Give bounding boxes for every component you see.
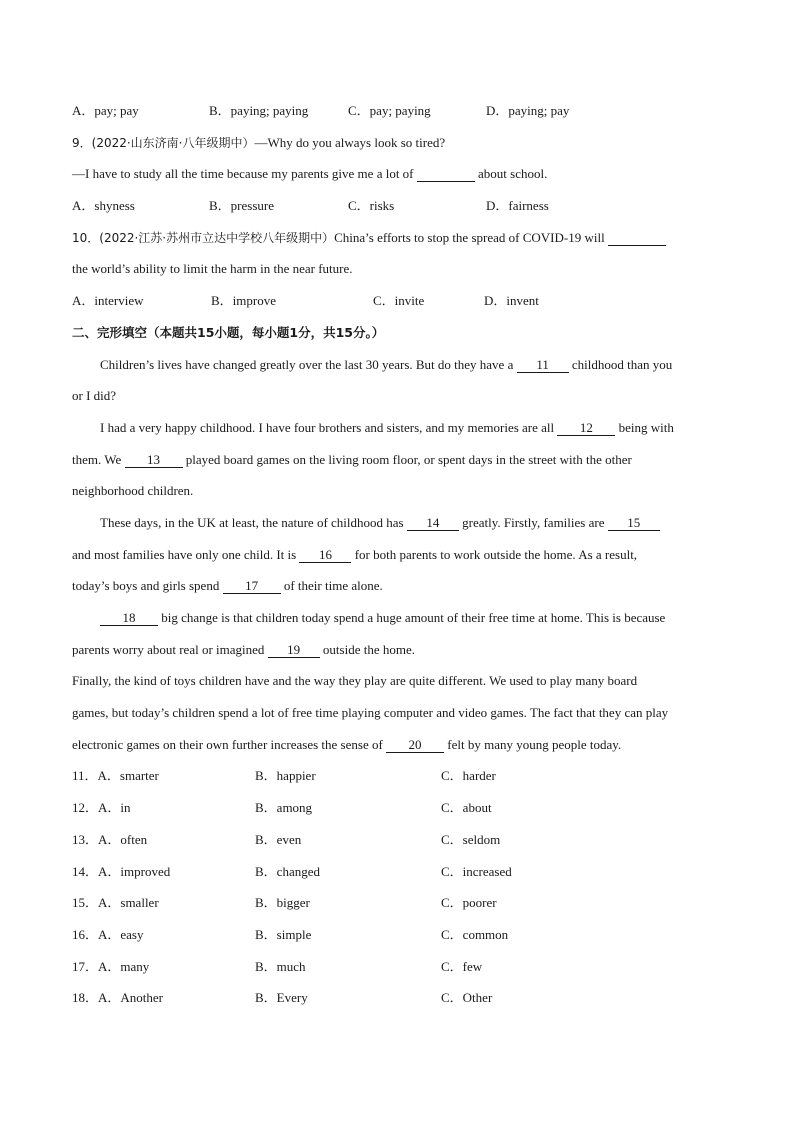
q10-option-b: B．improve xyxy=(211,293,276,309)
blank-18: 18 xyxy=(100,611,158,626)
blank-19: 19 xyxy=(268,643,320,658)
answer-option-a: 12．A．in xyxy=(72,800,131,816)
q9-reply-text: —I have to study all the time because my parents give me a lot of xyxy=(72,166,417,182)
q10-stem-cont: the world’s ability to limit the harm in the near future. xyxy=(72,261,353,277)
section-heading: 二、完形填空（本题共15小题，每小题1分，共15分。） xyxy=(72,324,385,340)
passage-text: big change is that children today spend a huge amount of their free time at home. This is because xyxy=(158,610,666,625)
answer-option-b: B．bigger xyxy=(255,895,310,911)
passage-text: for both parents to work outside the home. As a result, xyxy=(351,546,638,562)
q9-blank xyxy=(417,167,475,182)
passage-line xyxy=(72,352,722,384)
passage-line: games, but today’s children spend a lot of free time playing computer and video games. The fact that they can play xyxy=(72,705,669,721)
passage-line xyxy=(72,732,722,764)
blank-17: 17 xyxy=(223,579,281,594)
passage-line xyxy=(72,573,722,605)
passage-text: outside the home. xyxy=(319,641,415,657)
passage-text: today’s boys and girls spend xyxy=(72,578,223,594)
passage-text: These days, in the UK at least, the nature of childhood has xyxy=(100,514,407,530)
answer-option-c: C．seldom xyxy=(441,831,501,847)
answer-option-a: 11．A．smarter xyxy=(72,768,159,784)
answer-option-c: C．few xyxy=(441,958,483,974)
exam-page xyxy=(72,98,722,1017)
q10-question: China’s efforts to stop the spread of COVID-19 will xyxy=(334,229,608,245)
passage-line xyxy=(72,510,722,542)
q10-option-c: C．invite xyxy=(373,293,425,309)
q9-reply xyxy=(72,161,722,193)
passage-line: Finally, the kind of toys children have and the way they play are quite different. We used to play many board xyxy=(72,673,638,689)
blank-20: 20 xyxy=(386,738,444,753)
passage-text: Children’s lives have changed greatly over the last 30 years. But do they have a xyxy=(100,356,517,372)
q8-options xyxy=(72,98,722,130)
answer-row xyxy=(72,890,722,922)
answer-row xyxy=(72,922,722,954)
passage-line: or I did? xyxy=(72,388,117,404)
q8-option-a: A．pay; pay xyxy=(72,103,139,118)
q9-stem xyxy=(72,130,722,162)
passage-text: childhood than you xyxy=(568,356,673,372)
answer-option-a: 13．A．often xyxy=(72,831,148,847)
answer-row xyxy=(72,763,722,795)
passage-text: I had a very happy childhood. I have four brothers and sisters, and my memories are all xyxy=(100,419,558,435)
q10-source: 10．(2022·江苏·苏州市立达中学校八年级期中） xyxy=(72,230,335,245)
answer-option-b: B．much xyxy=(255,958,306,974)
passage-text: parents worry about real or imagined xyxy=(72,641,268,657)
answer-option-b: B．happier xyxy=(255,768,316,784)
passage-line xyxy=(72,447,722,479)
passage-text: electronic games on their own further increases the sense of xyxy=(72,736,387,752)
passage-line xyxy=(72,542,722,574)
answer-option-b: B．changed xyxy=(255,863,320,879)
answer-option-a: 14．A．improved xyxy=(72,863,171,879)
q8-option-c: C．pay; paying xyxy=(348,103,431,118)
answer-option-b: B．Every xyxy=(255,990,308,1006)
passage-text: them. We xyxy=(72,451,125,467)
q9-source: 9．(2022·山东济南·八年级期中） xyxy=(72,135,255,150)
answer-option-c: C．poorer xyxy=(441,895,497,911)
q10-stem xyxy=(72,225,722,257)
answer-row xyxy=(72,827,722,859)
answer-option-b: B．even xyxy=(255,831,302,847)
passage-line xyxy=(72,415,722,447)
blank-16: 16 xyxy=(299,548,351,563)
answer-option-c: C．common xyxy=(441,926,509,942)
passage-text: played board games on the living room floor, or spent days in the street with the other xyxy=(182,451,632,467)
answer-option-b: B．simple xyxy=(255,926,312,942)
answer-row xyxy=(72,985,722,1017)
q9-option-d: D．fairness xyxy=(486,198,549,214)
q9-option-a: A．shyness xyxy=(72,198,135,214)
blank-15: 15 xyxy=(608,516,660,531)
answer-option-c: C．harder xyxy=(441,768,496,784)
answer-option-a: 17．A．many xyxy=(72,958,150,974)
q10-option-d: D．invent xyxy=(484,293,539,309)
answer-option-c: C．Other xyxy=(441,990,493,1006)
q10-blank xyxy=(608,231,666,246)
q9-option-c: C．risks xyxy=(348,198,395,214)
q10-option-a: A．interview xyxy=(72,293,144,309)
blank-11: 11 xyxy=(517,358,569,373)
q9-reply-end: about school. xyxy=(474,166,548,182)
blank-12: 12 xyxy=(557,421,615,436)
q9-question: —Why do you always look so tired? xyxy=(254,134,446,150)
answer-row xyxy=(72,859,722,891)
passage-text: felt by many young people today. xyxy=(444,736,622,752)
blank-14: 14 xyxy=(407,516,459,531)
q8-option-d: D．paying; pay xyxy=(486,103,570,118)
passage-line xyxy=(72,637,722,669)
passage-text: and most families have only one child. It is xyxy=(72,546,300,562)
blank-13: 13 xyxy=(125,453,183,468)
answer-option-a: 15．A．smaller xyxy=(72,895,159,911)
passage-line xyxy=(72,605,722,637)
q8-option-b: B．paying; paying xyxy=(209,103,309,118)
q10-options xyxy=(72,288,722,320)
passage-text: greatly. Firstly, families are xyxy=(458,514,608,530)
q9-option-b: B．pressure xyxy=(209,198,274,214)
answer-row xyxy=(72,795,722,827)
answer-option-a: 18．A．Another xyxy=(72,990,163,1006)
answer-option-a: 16．A．easy xyxy=(72,926,144,942)
passage-text: of their time alone. xyxy=(280,578,383,594)
passage-line: neighborhood children. xyxy=(72,483,194,499)
q9-options xyxy=(72,193,722,225)
answer-row xyxy=(72,954,722,986)
answer-option-b: B．among xyxy=(255,800,313,816)
answer-option-c: C．about xyxy=(441,800,492,816)
passage-text: being with xyxy=(615,419,674,435)
answer-option-c: C．increased xyxy=(441,863,512,879)
